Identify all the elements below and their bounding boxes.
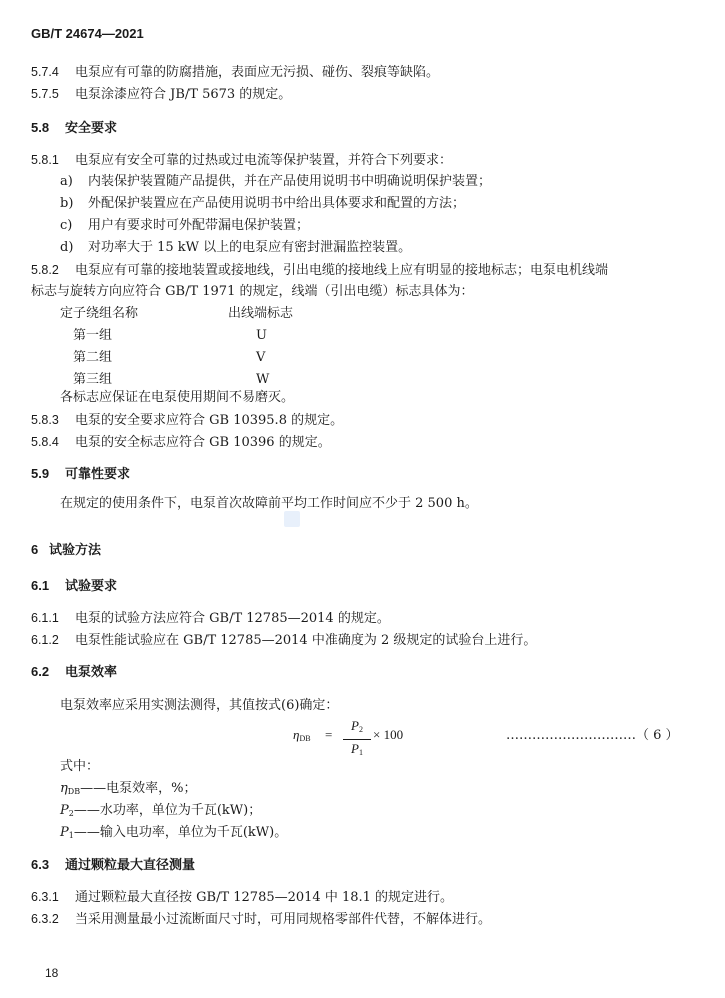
clause-number: 6.3.2 — [31, 912, 59, 926]
formula-fraction — [343, 718, 371, 761]
table-row-1-mark: U — [256, 328, 267, 343]
list-text: 内装保护装置随产品提供，并在产品使用说明书中明确说明保护装置； — [88, 174, 492, 189]
clause-5-8-2-continued: 标志与旋转方向应符合 GB/T 1971 的规定，线端（引出电缆）标志具体为： — [31, 284, 474, 299]
watermark-mark — [284, 511, 300, 527]
clause-text: 电泵的安全标志应符合 GB 10396 的规定。 — [75, 435, 331, 450]
section-number: 6.1 — [31, 578, 50, 593]
clause-6-3-1 — [31, 888, 453, 907]
clause-text: 电泵的安全要求应符合 GB 10395.8 的规定。 — [75, 413, 344, 428]
formula-label: …………………………（ 6 ） — [506, 728, 679, 743]
chapter-number: 6 — [31, 542, 39, 557]
list-text: 外配保护装置应在产品使用说明书中给出具体要求和配置的方法； — [88, 196, 466, 211]
clause-number: 5.8.1 — [31, 153, 59, 167]
section-5-8-heading — [31, 119, 117, 137]
section-6-2-heading — [31, 663, 117, 681]
list-text: 对功率大于 15 kW 以上的电泵应有密封泄漏监控装置。 — [88, 240, 412, 255]
definition-symbol: $P_2$ — [60, 803, 74, 818]
where-label: 式中： — [60, 759, 100, 774]
clause-5-7-4 — [31, 63, 439, 82]
list-item-d — [60, 239, 411, 257]
list-marker: d) — [60, 240, 74, 255]
chapter-6-heading — [31, 541, 101, 559]
section-title: 试验要求 — [65, 578, 118, 593]
table-row-3-name: 第三组 — [73, 372, 113, 387]
efficiency-formula — [293, 718, 413, 757]
table-row-3-mark: W — [256, 372, 270, 387]
section-6-2-body: 电泵效率应采用实测法测得，其值按式(6)确定： — [60, 698, 339, 713]
definition-eta — [60, 780, 196, 801]
clause-text: 电泵性能试验应在 GB/T 12785—2014 中准确度为 2 级规定的试验台上进行。 — [75, 633, 537, 648]
clause-text: 电泵应有安全可靠的过热或过电流等保护装置，并符合下列要求： — [75, 153, 453, 168]
definition-p1 — [60, 824, 287, 845]
clause-5-8-1 — [31, 151, 452, 170]
formula-denominator: $P_1$ — [351, 741, 363, 757]
section-number: 6.3 — [31, 857, 50, 872]
page-number: 18 — [45, 966, 59, 980]
definition-text: ——输入电功率，单位为千瓦(kW)。 — [73, 825, 288, 840]
formula-rhs: × 100 — [373, 727, 404, 742]
section-title: 可靠性要求 — [65, 466, 131, 481]
section-title: 电泵效率 — [65, 664, 118, 679]
list-marker: b) — [60, 196, 74, 211]
list-marker: c) — [60, 218, 73, 233]
clause-number: 5.7.5 — [31, 87, 59, 101]
clause-5-8-2-tail: 各标志应保证在电泵使用期间不易磨灭。 — [60, 390, 295, 405]
definition-p2 — [60, 802, 261, 823]
section-6-1-heading — [31, 577, 117, 595]
clause-number: 6.1.2 — [31, 633, 59, 647]
chapter-title: 试验方法 — [49, 542, 102, 557]
document-id: GB/T 24674—2021 — [31, 26, 144, 41]
clause-5-8-4 — [31, 433, 331, 452]
clause-5-8-2 — [31, 261, 608, 280]
definition-text: ——电泵效率，%； — [80, 781, 197, 796]
section-5-9-heading — [31, 465, 130, 483]
clause-6-1-1 — [31, 609, 390, 628]
clause-5-7-5 — [31, 85, 291, 104]
clause-number: 6.1.1 — [31, 611, 59, 625]
table-header-winding-name: 定子绕组名称 — [60, 306, 139, 321]
formula-numerator: $P_2$ — [351, 718, 363, 734]
list-text: 用户有要求时可外配带漏电保护装置； — [88, 218, 310, 233]
table-row-2-name: 第二组 — [73, 350, 113, 365]
list-item-a — [60, 173, 491, 191]
table-header-terminal-mark: 出线端标志 — [228, 306, 294, 321]
table-row-1-name: 第一组 — [73, 328, 113, 343]
fraction-bar — [343, 739, 371, 740]
section-number: 6.2 — [31, 664, 50, 679]
table-row-2-mark: V — [256, 350, 266, 365]
section-title: 通过颗粒最大直径测量 — [65, 857, 196, 872]
list-marker: a) — [60, 174, 73, 189]
clause-6-1-2 — [31, 631, 536, 650]
clause-5-8-3 — [31, 411, 343, 430]
definition-symbol: $P_1$ — [60, 825, 74, 840]
section-title: 安全要求 — [65, 120, 118, 135]
list-item-c — [60, 217, 309, 235]
section-number: 5.8 — [31, 120, 50, 135]
clause-text: 电泵应有可靠的接地装置或接地线，引出电缆的接地线上应有明显的接地标志；电泵电机线端 — [75, 263, 609, 278]
clause-text: 电泵的试验方法应符合 GB/T 12785—2014 的规定。 — [75, 611, 390, 626]
clause-text: 电泵涂漆应符合 JB/T 5673 的规定。 — [75, 87, 292, 102]
section-number: 5.9 — [31, 466, 50, 481]
clause-6-3-2 — [31, 910, 491, 929]
clause-number: 5.8.3 — [31, 413, 59, 427]
section-6-3-heading — [31, 856, 195, 874]
clause-number: 5.7.4 — [31, 65, 59, 79]
definition-text: ——水功率，单位为千瓦(kW)； — [73, 803, 262, 818]
clause-text: 电泵应有可靠的防腐措施，表面应无污损、碰伤、裂痕等缺陷。 — [75, 65, 440, 80]
formula-equals: = — [325, 727, 333, 742]
clause-number: 6.3.1 — [31, 890, 59, 904]
clause-text: 通过颗粒最大直径按 GB/T 12785—2014 中 18.1 的规定进行。 — [75, 890, 454, 905]
list-item-b — [60, 195, 465, 213]
clause-number: 5.8.2 — [31, 263, 59, 277]
formula-lhs: $\eta_{DB}$ — [293, 727, 311, 743]
definition-symbol: $\eta_{DB}$ — [60, 781, 81, 796]
clause-number: 5.8.4 — [31, 435, 59, 449]
section-5-9-body: 在规定的使用条件下，电泵首次故障前平均工作时间应不少于 2 500 h。 — [60, 496, 478, 511]
clause-text: 当采用测量最小过流断面尺寸时，可用同规格零部件代替，不解体进行。 — [75, 912, 492, 927]
